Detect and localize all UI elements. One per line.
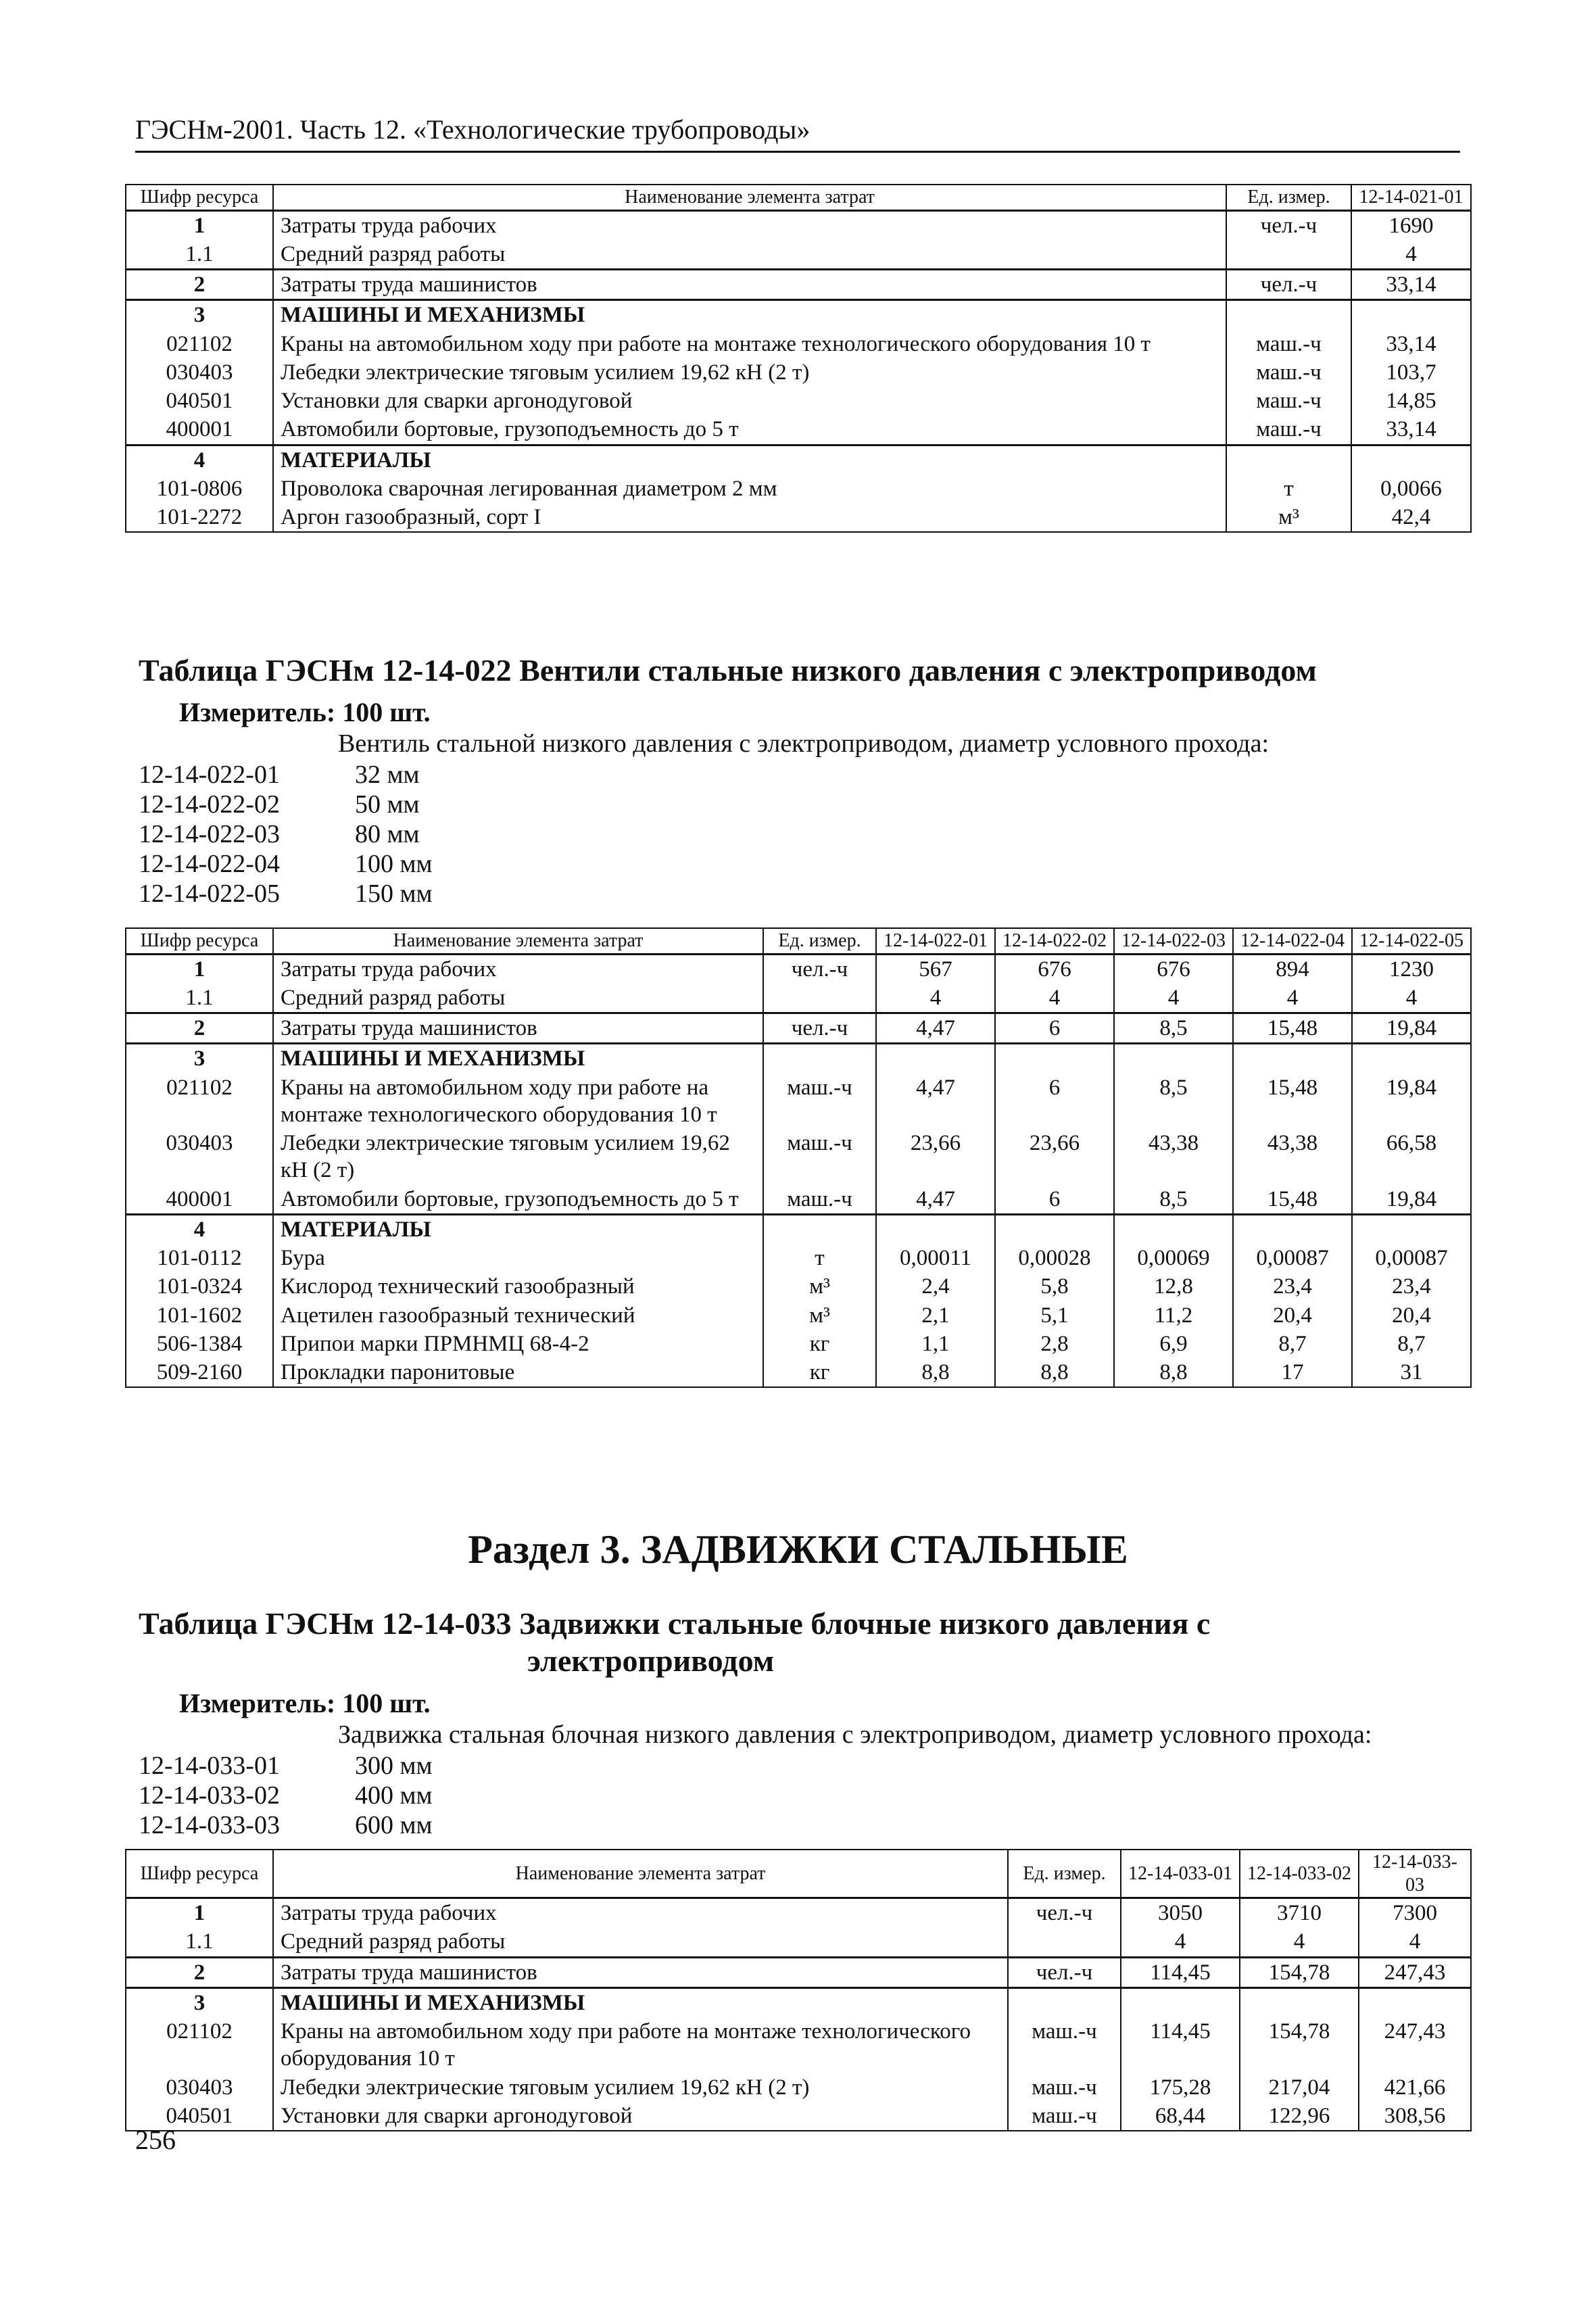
resource-code: 040501 — [126, 387, 273, 415]
variant-value: 50 мм — [355, 790, 420, 819]
table-header-row — [126, 185, 1471, 210]
table-row — [126, 240, 1471, 270]
resource-code: 4 — [126, 1214, 273, 1244]
unit — [763, 1044, 876, 1073]
resource-name: Лебедки электрические тяговым усилием 19,62 кН (2 т) — [273, 2073, 1008, 2102]
variant-code: 12-14-033-01 — [139, 1752, 280, 1780]
resource-name: Кислород технический газообразный — [273, 1272, 763, 1301]
variant-code: 12-14-022-02 — [139, 790, 280, 819]
resource-code: 400001 — [126, 415, 273, 445]
column-header: 12-14-022-03 — [1114, 928, 1233, 954]
resource-name: Бура — [273, 1244, 763, 1272]
value-cell: 6 — [995, 1073, 1114, 1130]
value-cell: 8,8 — [876, 1358, 995, 1387]
resource-code: 1 — [126, 954, 273, 984]
description-033: Задвижка стальная блочная низкого давления с электроприводом, диаметр условного прохода: — [338, 1720, 1372, 1749]
resource-code: 3 — [126, 1987, 273, 2017]
resource-name: МАШИНЫ И МЕХАНИЗМЫ — [273, 1044, 763, 1073]
table-row — [126, 445, 1471, 475]
table-row — [126, 1044, 1471, 1073]
value-cell: 68,44 — [1121, 2102, 1240, 2131]
table-row — [126, 1358, 1471, 1387]
value-cell — [1114, 1214, 1233, 1244]
value-cell — [876, 1044, 995, 1073]
unit: маш.-ч — [1226, 330, 1351, 358]
value-cell: 7300 — [1359, 1898, 1471, 1928]
resource-name: Затраты труда машинистов — [273, 1013, 763, 1044]
value-cell — [876, 1214, 995, 1244]
value-cell: 33,14 — [1351, 330, 1471, 358]
resource-name: Краны на автомобильном ходу при работе на монтаже технологического оборудования 10 т — [273, 330, 1226, 358]
variant-row — [139, 849, 433, 879]
resource-name: Проволока сварочная легированная диаметром 2 мм — [273, 475, 1226, 503]
table-row — [126, 2102, 1471, 2131]
value-cell: 0,00028 — [995, 1244, 1114, 1272]
value-cell: 103,7 — [1351, 358, 1471, 387]
unit: маш.-ч — [763, 1129, 876, 1185]
resource-name: Ацетилен газообразный технический — [273, 1301, 763, 1330]
table-row — [126, 984, 1471, 1013]
value-cell: 5,8 — [995, 1272, 1114, 1301]
unit — [1008, 1987, 1121, 2017]
table-row — [126, 503, 1471, 532]
resource-code: 509-2160 — [126, 1358, 273, 1387]
value-cell: 308,56 — [1359, 2102, 1471, 2131]
value-cell: 8,5 — [1114, 1185, 1233, 1215]
unit — [763, 984, 876, 1013]
value-cell: 6 — [995, 1185, 1114, 1215]
column-header: Шифр ресурса — [126, 185, 273, 210]
resource-name: Средний разряд работы — [273, 1927, 1008, 1957]
unit: маш.-ч — [1008, 2073, 1121, 2102]
value-cell: 676 — [995, 954, 1114, 984]
unit: т — [763, 1244, 876, 1272]
value-cell: 247,43 — [1359, 2017, 1471, 2073]
value-cell: 676 — [1114, 954, 1233, 984]
value-cell: 8,8 — [1114, 1358, 1233, 1387]
value-cell: 567 — [876, 954, 995, 984]
resource-name: Затраты труда рабочих — [273, 210, 1226, 240]
value-cell — [1352, 1044, 1471, 1073]
variant-value: 600 мм — [355, 1811, 433, 1839]
unit: м³ — [763, 1272, 876, 1301]
resource-name: МАШИНЫ И МЕХАНИЗМЫ — [273, 300, 1226, 330]
table-row — [126, 270, 1471, 300]
table-row — [126, 1185, 1471, 1215]
value-cell: 5,1 — [995, 1301, 1114, 1330]
page-number: 256 — [135, 2125, 176, 2155]
value-cell: 8,5 — [1114, 1073, 1233, 1130]
column-header: Ед. измер. — [1226, 185, 1351, 210]
value-cell: 31 — [1352, 1358, 1471, 1387]
column-header: 12-14-022-04 — [1233, 928, 1352, 954]
resource-name: МАТЕРИАЛЫ — [273, 445, 1226, 475]
value-cell: 1230 — [1352, 954, 1471, 984]
resource-name: Затраты труда машинистов — [273, 1957, 1008, 1987]
variant-value: 32 мм — [355, 761, 420, 789]
column-header: Наименование элемента затрат — [273, 185, 1226, 210]
unit: маш.-ч — [1008, 2017, 1121, 2073]
unit: м³ — [1226, 503, 1351, 532]
value-cell: 6,9 — [1114, 1330, 1233, 1358]
resource-name: Автомобили бортовые, грузоподъемность до 5 т — [273, 415, 1226, 445]
resource-name: Краны на автомобильном ходу при работе на монтаже технологического оборудования 10 т — [273, 1073, 763, 1130]
resource-name: МАТЕРИАЛЫ — [273, 1214, 763, 1244]
unit: маш.-ч — [1226, 358, 1351, 387]
value-cell: 4 — [1240, 1927, 1359, 1957]
value-cell: 4 — [1114, 984, 1233, 1013]
value-cell: 19,84 — [1352, 1073, 1471, 1130]
unit — [1226, 445, 1351, 475]
unit: кг — [763, 1330, 876, 1358]
unit: кг — [763, 1358, 876, 1387]
variants-022 — [139, 760, 433, 909]
table-header-row — [126, 1850, 1471, 1898]
table-title-022: Таблица ГЭСНм 12-14-022 Вентили стальные низкого давления с электроприводом — [139, 653, 1317, 687]
value-cell: 894 — [1233, 954, 1352, 984]
value-cell: 154,78 — [1240, 2017, 1359, 2073]
unit: чел.-ч — [1008, 1898, 1121, 1928]
value-cell: 33,14 — [1351, 415, 1471, 445]
table-row — [126, 475, 1471, 503]
value-cell: 20,4 — [1233, 1301, 1352, 1330]
value-cell: 66,58 — [1352, 1129, 1471, 1185]
variant-row — [139, 1781, 433, 1810]
value-cell: 0,00011 — [876, 1244, 995, 1272]
variant-value: 150 мм — [355, 879, 433, 908]
variant-value: 80 мм — [355, 820, 420, 848]
variant-value: 300 мм — [355, 1752, 433, 1780]
value-cell: 33,14 — [1351, 270, 1471, 300]
resource-code: 021102 — [126, 1073, 273, 1130]
value-cell: 3710 — [1240, 1898, 1359, 1928]
value-cell — [1233, 1044, 1352, 1073]
value-cell: 1,1 — [876, 1330, 995, 1358]
table-row — [126, 1013, 1471, 1044]
measure-022: Измеритель: 100 шт. — [179, 697, 431, 727]
resource-code: 101-2272 — [126, 503, 273, 532]
table-row — [126, 210, 1471, 240]
measure-033: Измеритель: 100 шт. — [179, 1688, 431, 1718]
value-cell: 43,38 — [1233, 1129, 1352, 1185]
description-022: Вентиль стальной низкого давления с электроприводом, диаметр условного прохода: — [338, 729, 1269, 758]
value-cell: 175,28 — [1121, 2073, 1240, 2102]
variant-code: 12-14-033-03 — [139, 1811, 280, 1839]
resource-name: Средний разряд работы — [273, 240, 1226, 270]
resource-code: 2 — [126, 270, 273, 300]
value-cell: 114,45 — [1121, 2017, 1240, 2073]
table-row — [126, 1272, 1471, 1301]
column-header: 12-14-033-02 — [1240, 1850, 1359, 1898]
resource-code: 1 — [126, 210, 273, 240]
value-cell: 1690 — [1351, 210, 1471, 240]
column-header: Шифр ресурса — [126, 1850, 273, 1898]
resource-name: МАШИНЫ И МЕХАНИЗМЫ — [273, 1987, 1008, 2017]
resource-name: Лебедки электрические тяговым усилием 19,62 кН (2 т) — [273, 1129, 763, 1185]
value-cell: 4 — [1233, 984, 1352, 1013]
table-row — [126, 954, 1471, 984]
table-row — [126, 1330, 1471, 1358]
resource-code: 101-1602 — [126, 1301, 273, 1330]
value-cell: 19,84 — [1352, 1185, 1471, 1215]
value-cell: 4 — [995, 984, 1114, 1013]
variant-row — [139, 1810, 433, 1840]
resource-code: 4 — [126, 445, 273, 475]
table-row — [126, 1214, 1471, 1244]
table-row — [126, 1898, 1471, 1928]
table-row — [126, 2073, 1471, 2102]
table-row — [126, 1129, 1471, 1185]
resource-code: 030403 — [126, 2073, 273, 2102]
value-cell — [1352, 1214, 1471, 1244]
column-header: Ед. измер. — [1008, 1850, 1121, 1898]
value-cell — [1114, 1044, 1233, 1073]
value-cell: 15,48 — [1233, 1073, 1352, 1130]
value-cell: 247,43 — [1359, 1957, 1471, 1987]
unit: чел.-ч — [763, 954, 876, 984]
resource-name: Установки для сварки аргонодуговой — [273, 387, 1226, 415]
resource-code: 040501 — [126, 2102, 273, 2131]
resource-code: 101-0324 — [126, 1272, 273, 1301]
column-header: 12-14-022-02 — [995, 928, 1114, 954]
resource-name: Припои марки ПРМНМЦ 68-4-2 — [273, 1330, 763, 1358]
unit: чел.-ч — [1008, 1957, 1121, 1987]
table-row — [126, 330, 1471, 358]
value-cell: 23,66 — [995, 1129, 1114, 1185]
value-cell: 0,00087 — [1233, 1244, 1352, 1272]
value-cell: 20,4 — [1352, 1301, 1471, 1330]
value-cell: 14,85 — [1351, 387, 1471, 415]
table-row — [126, 1927, 1471, 1957]
variant-row — [139, 790, 433, 819]
section-heading: Раздел 3. ЗАДВИЖКИ СТАЛЬНЫЕ — [468, 1527, 1128, 1572]
resource-code: 400001 — [126, 1185, 273, 1215]
value-cell: 4,47 — [876, 1073, 995, 1130]
resource-name: Лебедки электрические тяговым усилием 19,62 кН (2 т) — [273, 358, 1226, 387]
table-title-033-line2: электроприводом — [527, 1643, 775, 1678]
variant-value: 100 мм — [355, 850, 433, 878]
resource-code: 3 — [126, 1044, 273, 1073]
unit: маш.-ч — [763, 1073, 876, 1130]
value-cell — [1359, 1987, 1471, 2017]
value-cell: 19,84 — [1352, 1013, 1471, 1044]
variant-code: 12-14-033-02 — [139, 1781, 280, 1810]
value-cell — [1121, 1987, 1240, 2017]
variant-code: 12-14-022-03 — [139, 820, 280, 848]
unit — [1008, 1927, 1121, 1957]
value-cell: 0,0066 — [1351, 475, 1471, 503]
value-cell: 43,38 — [1114, 1129, 1233, 1185]
unit — [1226, 300, 1351, 330]
resource-code: 101-0112 — [126, 1244, 273, 1272]
value-cell: 4 — [876, 984, 995, 1013]
resource-code: 1.1 — [126, 984, 273, 1013]
column-header: 12-14-022-05 — [1352, 928, 1471, 954]
resource-code: 1.1 — [126, 1927, 273, 1957]
value-cell: 23,4 — [1352, 1272, 1471, 1301]
value-cell: 23,66 — [876, 1129, 995, 1185]
resource-table-022 — [125, 927, 1472, 1388]
resource-code: 2 — [126, 1957, 273, 1987]
resource-name: Автомобили бортовые, грузоподъемность до 5 т — [273, 1185, 763, 1215]
value-cell: 421,66 — [1359, 2073, 1471, 2102]
column-header: 12-14-021-01 — [1351, 185, 1471, 210]
value-cell: 11,2 — [1114, 1301, 1233, 1330]
variant-row — [139, 1751, 433, 1781]
value-cell: 4 — [1121, 1927, 1240, 1957]
resource-name: Затраты труда рабочих — [273, 1898, 1008, 1928]
unit: чел.-ч — [1226, 270, 1351, 300]
value-cell: 12,8 — [1114, 1272, 1233, 1301]
value-cell — [1351, 445, 1471, 475]
unit: чел.-ч — [1226, 210, 1351, 240]
value-cell: 122,96 — [1240, 2102, 1359, 2131]
value-cell: 114,45 — [1121, 1957, 1240, 1987]
value-cell — [1233, 1214, 1352, 1244]
resource-code: 1 — [126, 1898, 273, 1928]
value-cell: 6 — [995, 1013, 1114, 1044]
value-cell: 8,7 — [1352, 1330, 1471, 1358]
value-cell: 15,48 — [1233, 1185, 1352, 1215]
value-cell: 23,4 — [1233, 1272, 1352, 1301]
table-row — [126, 1301, 1471, 1330]
value-cell — [995, 1214, 1114, 1244]
column-header: 12-14-022-01 — [876, 928, 995, 954]
variant-row — [139, 819, 433, 849]
value-cell — [1240, 1987, 1359, 2017]
resource-code: 030403 — [126, 1129, 273, 1185]
column-header: Наименование элемента затрат — [273, 1850, 1008, 1898]
value-cell: 8,8 — [995, 1358, 1114, 1387]
value-cell: 17 — [1233, 1358, 1352, 1387]
resource-name: Краны на автомобильном ходу при работе на монтаже технологического оборудования 10 т — [273, 2017, 1008, 2073]
unit: чел.-ч — [763, 1013, 876, 1044]
value-cell: 8,7 — [1233, 1330, 1352, 1358]
value-cell: 4,47 — [876, 1185, 995, 1215]
column-header: 12-14-033-03 — [1359, 1850, 1471, 1898]
unit: маш.-ч — [1008, 2102, 1121, 2131]
unit — [763, 1214, 876, 1244]
resource-name: Аргон газообразный, сорт I — [273, 503, 1226, 532]
unit: маш.-ч — [1226, 387, 1351, 415]
page-header: ГЭСНм-2001. Часть 12. «Технологические трубопроводы» — [135, 114, 1460, 153]
resource-code: 1.1 — [126, 240, 273, 270]
value-cell: 2,1 — [876, 1301, 995, 1330]
variant-code: 12-14-022-04 — [139, 850, 280, 878]
value-cell: 2,8 — [995, 1330, 1114, 1358]
value-cell: 8,5 — [1114, 1013, 1233, 1044]
unit — [1226, 240, 1351, 270]
value-cell: 4 — [1352, 984, 1471, 1013]
resource-code: 030403 — [126, 358, 273, 387]
value-cell: 42,4 — [1351, 503, 1471, 532]
variant-value: 400 мм — [355, 1781, 433, 1810]
unit: т — [1226, 475, 1351, 503]
variant-code: 12-14-022-01 — [139, 761, 280, 789]
variants-033 — [139, 1751, 433, 1840]
value-cell: 15,48 — [1233, 1013, 1352, 1044]
table-row — [126, 300, 1471, 330]
resource-code: 021102 — [126, 2017, 273, 2073]
resource-code: 3 — [126, 300, 273, 330]
table-row — [126, 1987, 1471, 2017]
resource-name: Установки для сварки аргонодуговой — [273, 2102, 1008, 2131]
value-cell: 4,47 — [876, 1013, 995, 1044]
value-cell: 0,00087 — [1352, 1244, 1471, 1272]
table-row — [126, 387, 1471, 415]
column-header: Наименование элемента затрат — [273, 928, 763, 954]
resource-name: Затраты труда машинистов — [273, 270, 1226, 300]
column-header: Шифр ресурса — [126, 928, 273, 954]
table-row — [126, 358, 1471, 387]
value-cell: 4 — [1351, 240, 1471, 270]
resource-code: 506-1384 — [126, 1330, 273, 1358]
resource-name: Средний разряд работы — [273, 984, 763, 1013]
table-title-033-line1: Таблица ГЭСНм 12-14-033 Задвижки стальные блочные низкого давления с — [139, 1606, 1211, 1641]
value-cell: 2,4 — [876, 1272, 995, 1301]
table-row — [126, 1244, 1471, 1272]
variant-row — [139, 760, 433, 790]
resource-table-021 — [125, 184, 1472, 533]
value-cell: 0,00069 — [1114, 1244, 1233, 1272]
resource-name: Затраты труда рабочих — [273, 954, 763, 984]
value-cell: 154,78 — [1240, 1957, 1359, 1987]
column-header: 12-14-033-01 — [1121, 1850, 1240, 1898]
value-cell — [995, 1044, 1114, 1073]
value-cell: 4 — [1359, 1927, 1471, 1957]
resource-table-033 — [125, 1849, 1472, 2131]
table-row — [126, 2017, 1471, 2073]
resource-code: 2 — [126, 1013, 273, 1044]
variant-code: 12-14-022-05 — [139, 879, 280, 908]
value-cell: 217,04 — [1240, 2073, 1359, 2102]
value-cell — [1351, 300, 1471, 330]
unit: м³ — [763, 1301, 876, 1330]
resource-code: 021102 — [126, 330, 273, 358]
table-row — [126, 1073, 1471, 1130]
unit: маш.-ч — [1226, 415, 1351, 445]
variant-row — [139, 879, 433, 909]
column-header: Ед. измер. — [763, 928, 876, 954]
resource-name: Прокладки паронитовые — [273, 1358, 763, 1387]
resource-code: 101-0806 — [126, 475, 273, 503]
unit: маш.-ч — [763, 1185, 876, 1215]
table-row — [126, 415, 1471, 445]
table-row — [126, 1957, 1471, 1987]
value-cell: 3050 — [1121, 1898, 1240, 1928]
table-header-row — [126, 928, 1471, 954]
